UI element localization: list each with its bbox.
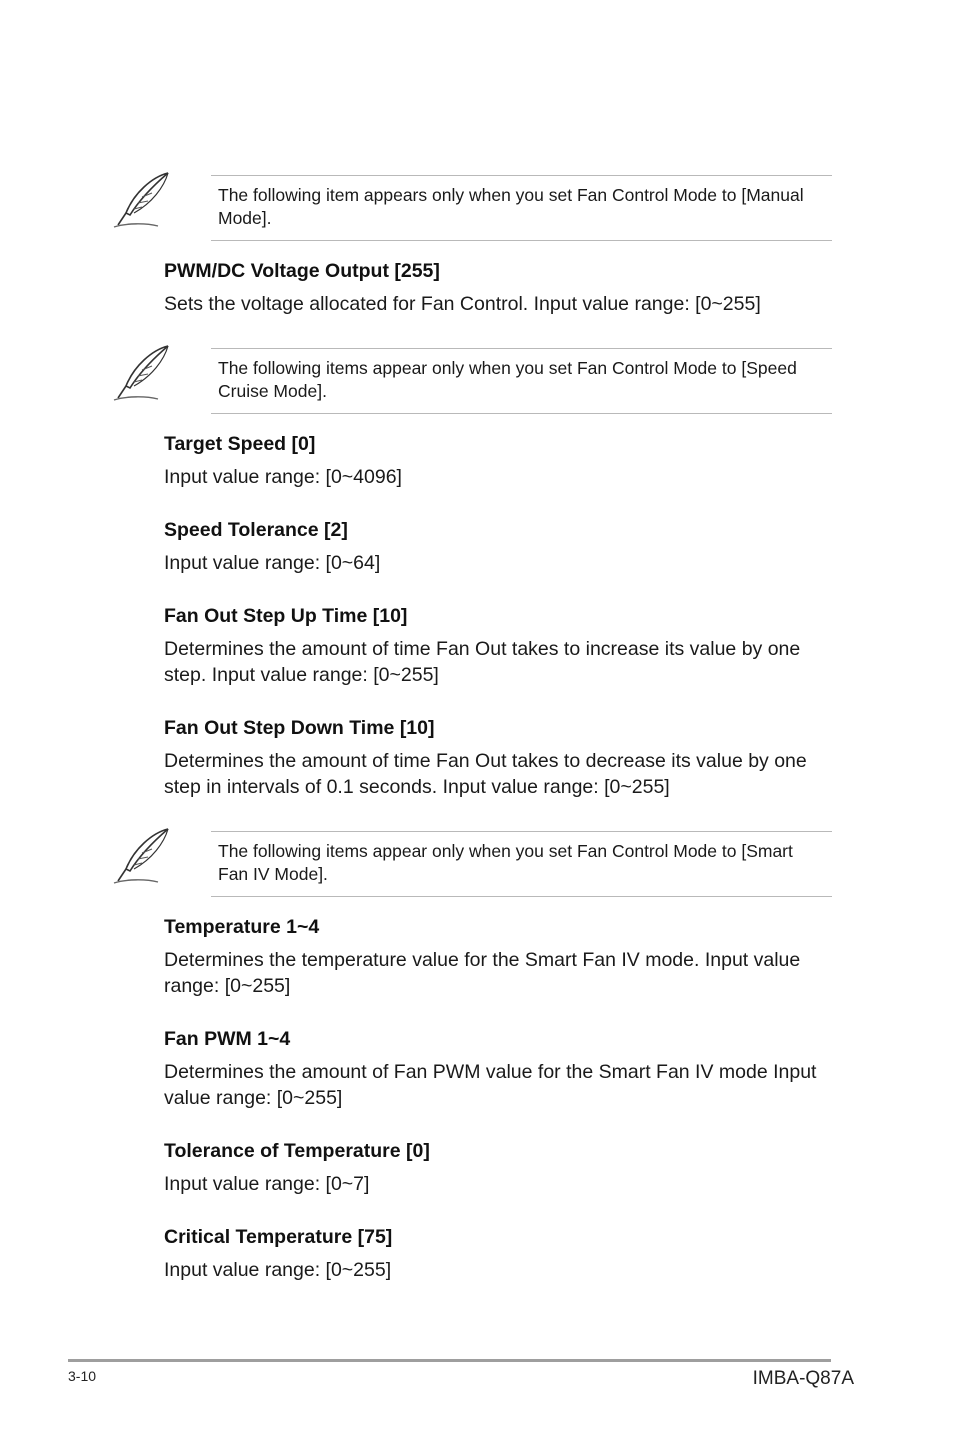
quill-pen-icon xyxy=(112,344,174,404)
note-text: The following items appear only when you set Fan Control Mode to [Smart Fan IV Mode]. xyxy=(218,841,793,884)
heading-fan-out-step-up: Fan Out Step Up Time [10] xyxy=(164,605,408,627)
heading-tolerance-of-temperature: Tolerance of Temperature [0] xyxy=(164,1140,430,1162)
note-smart-fan-iv-mode xyxy=(112,831,832,897)
heading-target-speed: Target Speed [0] xyxy=(164,433,316,455)
heading-critical-temperature: Critical Temperature [75] xyxy=(164,1226,393,1248)
note-manual-mode xyxy=(112,175,832,241)
footer-rule xyxy=(68,1359,831,1362)
quill-pen-icon xyxy=(112,827,174,887)
note-speed-cruise-mode xyxy=(112,348,832,414)
desc-tolerance-of-temperature: Input value range: [0~7] xyxy=(164,1173,370,1195)
desc-critical-temperature: Input value range: [0~255] xyxy=(164,1259,392,1281)
heading-fan-out-step-down: Fan Out Step Down Time [10] xyxy=(164,717,435,739)
quill-pen-icon xyxy=(112,171,174,231)
desc-fan-pwm: Determines the amount of Fan PWM value for the Smart Fan IV mode Input value range: [0~255] xyxy=(164,1061,817,1109)
heading-temperature: Temperature 1~4 xyxy=(164,916,320,938)
heading-fan-pwm: Fan PWM 1~4 xyxy=(164,1028,291,1050)
page-number: 3-10 xyxy=(68,1368,97,1384)
note-text: The following item appears only when you set Fan Control Mode to [Manual Mode]. xyxy=(218,185,804,228)
desc-temperature: Determines the temperature value for the Smart Fan IV mode. Input value range: [0~255] xyxy=(164,949,801,997)
heading-speed-tolerance: Speed Tolerance [2] xyxy=(164,519,348,541)
heading-pwm-dc-voltage: PWM/DC Voltage Output [255] xyxy=(164,260,440,282)
desc-fan-out-step-up: Determines the amount of time Fan Out takes to increase its value by one step. Input value range: [0~255] xyxy=(164,638,801,686)
desc-speed-tolerance: Input value range: [0~64] xyxy=(164,552,381,574)
model-name: IMBA-Q87A xyxy=(752,1368,854,1389)
desc-target-speed: Input value range: [0~4096] xyxy=(164,466,402,488)
desc-pwm-dc-voltage: Sets the voltage allocated for Fan Control. Input value range: [0~255] xyxy=(164,293,761,315)
note-text: The following items appear only when you set Fan Control Mode to [Speed Cruise Mode]. xyxy=(218,358,797,401)
desc-fan-out-step-down: Determines the amount of time Fan Out takes to decrease its value by one step in intervals of 0.1 seconds. Input value range: [0~255] xyxy=(164,750,807,798)
